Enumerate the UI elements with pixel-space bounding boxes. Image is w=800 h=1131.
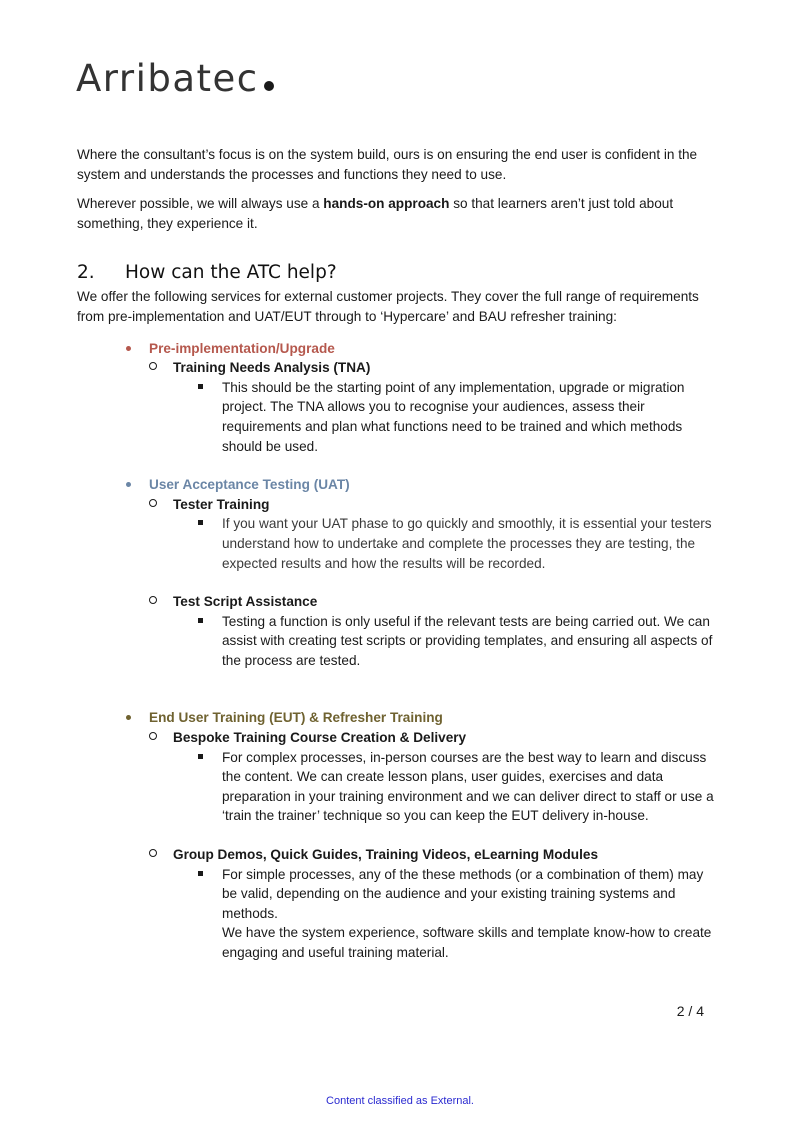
square-bullet-icon <box>198 520 203 525</box>
intro-paragraph-1: Where the consultant’s focus is on the system build, ours is on ensuring the end user is confident in the system and understands the processes and functions they need to use. <box>77 147 698 182</box>
document-body <box>77 145 717 963</box>
group-demos-description-2: We have the system experience, software skills and template know-how to create engaging and useful training material. <box>222 925 712 960</box>
group-demos-label: Group Demos, Quick Guides, Training Videos, eLearning Modules <box>173 847 599 863</box>
logo-dot-icon <box>264 81 274 91</box>
sub-item-bespoke-training <box>77 728 717 748</box>
list-item-pre-implementation <box>77 339 717 359</box>
tester-training-description: If you want your UAT phase to go quickly and smoothly, it is essential your testers understand how to undertake and complete the processes they are testing, the expected results and how the results will be recorded. <box>77 514 717 573</box>
arribatec-logo <box>76 55 274 103</box>
square-bullet-icon <box>198 384 203 389</box>
sub-item-tna <box>77 358 717 378</box>
circle-bullet-icon <box>149 499 157 507</box>
square-bullet-icon <box>198 754 203 759</box>
list-item-eut <box>77 708 717 728</box>
bespoke-training-label: Bespoke Training Course Creation & Delivery <box>173 730 467 746</box>
section-heading <box>77 261 717 285</box>
circle-bullet-icon <box>149 849 157 857</box>
tester-training-label: Tester Training <box>173 496 270 512</box>
square-bullet-icon <box>198 618 203 623</box>
square-bullet-icon <box>198 871 203 876</box>
page-number: 2 / 4 <box>676 1003 704 1019</box>
circle-bullet-icon <box>149 596 157 604</box>
classification-footer: Content classified as External. <box>326 1095 474 1107</box>
hands-on-emphasis: hands-on approach <box>323 196 450 212</box>
sub-item-test-script <box>77 592 717 612</box>
intro-paragraph-2: Wherever possible, we will always use a hands-on approach so that learners aren’t just told about something, they experience it. <box>77 196 674 231</box>
sub-item-group-demos <box>77 845 717 865</box>
tna-description: This should be the starting point of any implementation, upgrade or migration project. The TNA allows you to recognise your audiences, assess their requirements and plan what functions need to be trained and which methods should be used. <box>77 378 717 456</box>
group-demos-description: For simple processes, any of the these methods (or a combination of them) may be valid, depending on the audience and your existing training systems and methods. <box>77 865 717 924</box>
section-title: How can the ATC help? <box>125 262 337 284</box>
bullet-dot-icon <box>126 346 131 351</box>
sub-item-tester-training <box>77 495 717 515</box>
test-script-description: Testing a function is only useful if the relevant tests are being carried out. We can assist with creating test scripts or providing templates, and ensuring all aspects of the process are tested. <box>77 612 717 671</box>
tna-label: Training Needs Analysis (TNA) <box>173 360 371 376</box>
logo-text: Arribatec <box>76 57 259 100</box>
list-item-uat <box>77 475 717 495</box>
uat-label: User Acceptance Testing (UAT) <box>149 477 350 493</box>
test-script-label: Test Script Assistance <box>173 594 318 610</box>
circle-bullet-icon <box>149 362 157 370</box>
bullet-dot-icon <box>126 715 131 720</box>
section-number: 2. <box>77 262 95 284</box>
section-intro: We offer the following services for external customer projects. They cover the full range of requirements from pre-implementation and UAT/EUT through to ‘Hypercare’ and BAU refresher training: <box>77 289 699 324</box>
pre-implementation-label: Pre-implementation/Upgrade <box>149 340 335 356</box>
eut-label: End User Training (EUT) & Refresher Training <box>149 710 443 726</box>
bullet-dot-icon <box>126 482 131 487</box>
bespoke-training-description: For complex processes, in-person courses are the best way to learn and discuss the content. We can create lesson plans, user guides, exercises and data preparation in your training environment and we can deliver direct to staff or use a ‘train the trainer’ technique so you can keep the EUT delivery in-house. <box>77 748 717 826</box>
circle-bullet-icon <box>149 732 157 740</box>
